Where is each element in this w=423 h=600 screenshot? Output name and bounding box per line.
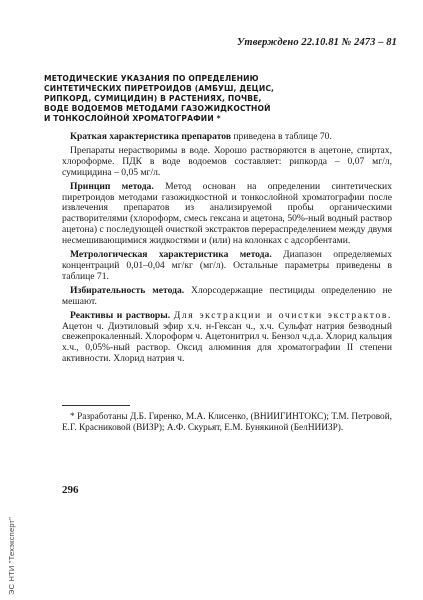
section-label: Краткая характеристика препаратов bbox=[70, 131, 232, 142]
paragraph-method-principle bbox=[62, 182, 392, 247]
paragraph-reagents bbox=[62, 311, 392, 366]
document-body bbox=[62, 132, 392, 368]
document-title: МЕТОДИЧЕСКИЕ УКАЗАНИЯ ПО ОПРЕДЕЛЕНИЮ СИНТЕТИЧЕСКИХ ПИРЕТРОИДОВ (АМБУШ, ДЕЦИС, РИПКОРД, СУМИЦИДИН) В РАСТЕНИЯХ, ПОЧВЕ, ВОДЕ ВОДОЕМОВ МЕТОДАМИ ГАЗОЖИДКОСТНОЙ И ТОНКОСЛОЙНОЙ ХРОМАТОГРАФИИ * bbox=[44, 74, 275, 123]
section-label: Принцип метода. bbox=[70, 180, 154, 192]
section-subheading: Для экстракции и очистки экстрактов. bbox=[173, 309, 392, 321]
section-text: Метод основан на определении синтетических пиретроидов методами газожидкостной и тонкослойной хроматографии после извлечения препаратов из анализируемой пробы органическими растворителями (хлороформ, смесь гексана и ацетона, 50%-ный водный раствор ацетона) с последующей очисткой экстрактов перераспределением между двумя несмешивающимися жидкостями и (или) на колонках с адсорбентами. bbox=[62, 180, 392, 247]
section-label: Избирательность метода. bbox=[70, 284, 185, 296]
page-number: 296 bbox=[62, 484, 79, 496]
footnote-divider bbox=[62, 405, 130, 406]
footnote: * Разработаны Д.Б. Гиренко, М.А. Клисенко, (ВНИИГИНТОКС); Т.М. Петровой, Е.Г. Красниковой (ВИЗР); А.Ф. Скурьят, Е.М. Бунякиной (БелНИИЗР). bbox=[62, 412, 392, 434]
paragraph-characteristics bbox=[62, 132, 392, 143]
paragraph-selectivity bbox=[62, 286, 392, 308]
section-text: Ацетон ч. Диэтиловый эфир х.ч. н-Гексан ч., х.ч. Сульфат натрия безводный свежепрокаленный. Хлороформ ч. Ацетонитрил ч. Бензол ч.д.а. Хлорид кальция х.ч., 0,05%-ный раствор. Оксид алюминия для хроматографии II степени активности. Хлорид натрия ч. bbox=[62, 320, 392, 365]
approval-header: Утверждено 22.10.81 № 2473 – 81 bbox=[237, 37, 397, 48]
section-label: Метрологическая характеристика метода. bbox=[70, 249, 272, 261]
section-text: приведена в таблице 70. bbox=[231, 131, 332, 142]
section-label: Реактивы и растворы. bbox=[70, 309, 171, 321]
section-text: Хлорсодержащие пестициды определению не мешают. bbox=[62, 284, 392, 307]
section-text: Диапазон определяемых концентраций 0,01–0,04 мг/кг (мг/л). Остальные параметры приведены в таблице 71. bbox=[62, 249, 392, 282]
section-text: Препараты нерастворимы в воде. Хорошо растворяются в ацетоне, спиртах, хлороформе. ПДК в воде водоемов составляет: рипкорда – 0,07 мг/л, сумицидина – 0,05 мг/л. bbox=[62, 144, 392, 178]
paragraph-solubility bbox=[62, 146, 392, 179]
watermark: ЭС НТИ "Техэксперт" bbox=[7, 516, 16, 595]
paragraph-metrology bbox=[62, 250, 392, 283]
